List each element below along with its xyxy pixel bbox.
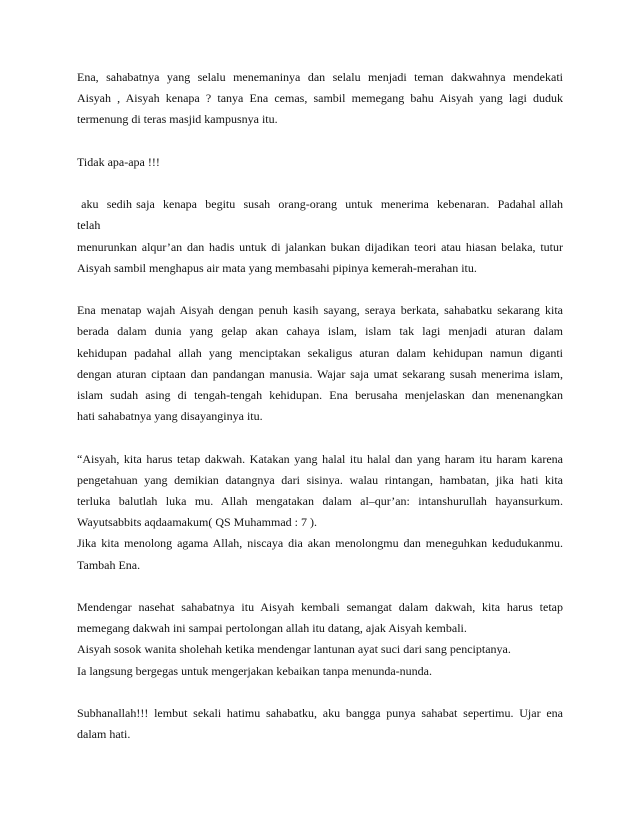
text-line: memegang dakwah ini sampai pertolongan allah itu datang, ajak Aisyah kembali. xyxy=(77,621,467,636)
text-line: menurunkan alqur’an dan hadis untuk di jalankan bukan dijadikan teori atau hiasan belaka, tutur xyxy=(77,239,563,254)
text-line: berada dalam dunia yang gelap akan cahaya islam, islam tak lagi menjadi aturan dalam xyxy=(77,324,563,339)
paragraph-spacer xyxy=(77,682,563,703)
text-line: aku sedih saja kenapa begitu susah orang-orang untuk menerima kebenaran. Padahal allah telah xyxy=(77,197,567,233)
text-line: dalam hati. xyxy=(77,727,131,742)
paragraph-4 xyxy=(77,300,563,427)
text-line: Aisyah , Aisyah kenapa ? tanya Ena cemas, sambil memegang bahu Aisyah yang lagi duduk xyxy=(77,91,563,106)
text-line: Ena menatap wajah Aisyah dengan penuh kasih sayang, seraya berkata, sahabatku sekarang kita xyxy=(77,303,563,318)
paragraph-6 xyxy=(77,597,563,682)
paragraph-5 xyxy=(77,449,563,576)
paragraph-1 xyxy=(77,67,563,131)
paragraph-2 xyxy=(77,152,563,173)
text-line: Wayutsabbits aqdaamakum( QS Muhammad : 7 ). xyxy=(77,515,317,530)
paragraph-spacer xyxy=(77,576,563,597)
text-line: kehidupan padahal allah yang menciptakan sekaligus aturan dalam kehidupan namun diganti xyxy=(77,345,563,360)
text-line: Aisyah sosok wanita sholehah ketika mendengar lantunan ayat suci dari sang penciptanya. xyxy=(77,642,511,657)
text-line: Tambah Ena. xyxy=(77,557,141,572)
paragraph-3 xyxy=(77,194,567,279)
text-line: Subhanallah!!! lembut sekali hatimu sahabatku, aku bangga punya sahabat sepertimu. Ujar ena xyxy=(77,706,563,720)
text-line: termenung di teras masjid kampusnya itu. xyxy=(77,112,278,127)
text-line: dengan aturan ciptaan dan pandangan manusia. Wajar saja umat sekarang susah menerima islam, xyxy=(77,366,563,381)
text-line: Aisyah sambil menghapus air mata yang membasahi pipinya kemerah-merahan itu. xyxy=(77,260,477,275)
text-line: Tidak apa-apa !!! xyxy=(77,154,160,169)
paragraph-7 xyxy=(77,703,563,745)
text-line: pengetahuan yang demikian datangnya dari sisinya. walau rintangan, hambatan, jika hati kita xyxy=(77,472,563,487)
text-line: Jika kita menolong agama Allah, niscaya dia akan menolongmu dan meneguhkan kedudukanmu. xyxy=(77,536,563,551)
text-line: Mendengar nasehat sahabatnya itu Aisyah kembali semangat dalam dakwah, kita harus tetap xyxy=(77,600,563,614)
text-line: islam sudah asing di tengah-tengah kehidupan. Ena berusaha menjelaskan dan menenangkan xyxy=(77,388,563,402)
text-line: Ena, sahabatnya yang selalu menemaninya dan selalu menjadi teman dakwahnya mendekati xyxy=(77,70,563,84)
text-line: terluka balutlah luka mu. Allah mengatakan dalam al–qur’an: intanshurullah hayansurkum. xyxy=(77,494,563,508)
text-line: “Aisyah, kita harus tetap dakwah. Katakan yang halal itu halal dan yang haram itu haram karena xyxy=(77,451,563,466)
text-line: hati sahabatnya yang disayanginya itu. xyxy=(77,409,263,424)
document-body xyxy=(77,67,567,767)
text-line: Ia langsung bergegas untuk mengerjakan kebaikan tanpa menunda-nunda. xyxy=(77,663,432,678)
